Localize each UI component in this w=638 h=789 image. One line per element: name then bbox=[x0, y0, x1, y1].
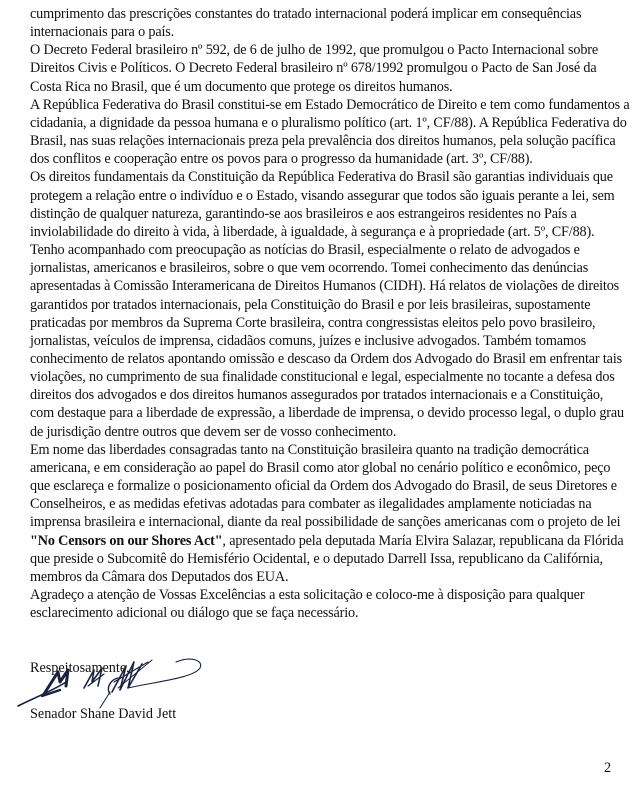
letter-body bbox=[30, 5, 630, 622]
closing-salutation: Respeitosamente, bbox=[30, 660, 130, 676]
paragraph-request bbox=[30, 441, 630, 586]
signer-name: Senador Shane David Jett bbox=[30, 706, 177, 722]
paragraph-republic-foundations: A República Federativa do Brasil constitui-se em Estado Democrático de Direito e tem como fundamentos a cidadania, a dignidade da pessoa humana e o pluralismo político (art. 1º, CF/88). A República Federativa do Brasil, nas suas relações internacionais preza pela prevalência dos direitos humanos, pela solução pacífica dos conflitos e cooperação entre os povos para o progresso da humanidade (art. 3º, CF/88). bbox=[30, 96, 630, 168]
paragraph-concerns: Tenho acompanhado com preocupação as notícias do Brasil, especialmente o relato de advogados e jornalistas, americanos e brasileiros, sobre o que vem ocorrendo. Tomei conhecimento das denúncias apresentadas à Comissão Interamericana de Direitos Humanos (CIDH). Há relatos de violações de direitos garantidos por tratados internacionais, pela Constituição do Brasil e por leis brasileiras, supostamente praticadas por membros da Suprema Corte brasileira, contra congressistas eleitos pelo povo brasileiro, jornalistas, veículos de imprensa, cidadãos comuns, juízes e inclusive advogados. Também tomamos conhecimento de relatos apontando omissão e descaso da Ordem dos Advogado do Brasil em enfrentar tais violações, no cumprimento de sua finalidade constitucional e legal, especialmente no tocante a defesa dos direitos dos advogados e dos direitos humanos assegurados por tratados internacionais e a Constituição, com destaque para a liberdade de expressão, a liberdade de imprensa, o devido processo legal, o duplo grau de jurisdição dentre outros que devem ser de vosso conhecimento. bbox=[30, 242, 624, 440]
signature-icon bbox=[14, 652, 204, 712]
paragraph-thanks: Agradeço a atenção de Vossas Excelências a esta solicitação e coloco-me à disposição para qualquer esclarecimento adicional ou diálogo que se faça necessário. bbox=[30, 587, 585, 622]
paragraph-decrees: O Decreto Federal brasileiro nº 592, de 6 de julho de 1992, que promulgou o Pacto Internacional sobre Direitos Civis e Políticos. O Decreto Federal brasileiro nº 678/1992 promulgou o Pacto de San José da Costa Rica no Brasil, que é um documento que protege os direitos humanos. bbox=[30, 42, 599, 95]
paragraph-consequences: cumprimento das prescrições constantes do tratado internacional poderá implicar em consequências internacionais para o país. bbox=[30, 6, 582, 41]
page-number: 2 bbox=[604, 760, 612, 776]
request-text-after: , apresentado pela deputada María Elvira Salazar, republicana da Flórida que preside o Subcomitê do Hemisfério Ocidental, e o deputado Darrell Issa, republicano da Califórnia, membros da Câmara dos Deputados dos EUA. bbox=[30, 532, 624, 585]
paragraph-fundamental-rights: Os direitos fundamentais da Constituição da República Federativa do Brasil são garantias individuais que protegem a relação entre o indivíduo e o Estado, visando assegurar que todos são iguais perante a lei, sem distinção de qualquer natureza, garantindo-se aos brasileiros e aos estrangeiros residentes no País a inviolabilidade do direito à vida, à liberdade, à igualdade, à segurança e à propriedade (art. 5º, CF/88). bbox=[30, 169, 615, 240]
bill-name: "No Censors on our Shores Act" bbox=[30, 532, 223, 549]
request-text-before: Em nome das liberdades consagradas tanto na Constituição brasileira quanto na tradição democrática americana, e em consideração ao papel do Brasil como ator global no cenário político e econômico, peço que esclareça e formalize o posicionamento oficial da Ordem dos Advogado do Brasil, de seus Diretores e Conselheiros, e as medidas efetivas adotadas para combater as ilegalidades amplamente noticiadas na imprensa brasileira e internacional, diante da real possibilidade de sanções americanas com o projeto de lei bbox=[30, 441, 621, 531]
